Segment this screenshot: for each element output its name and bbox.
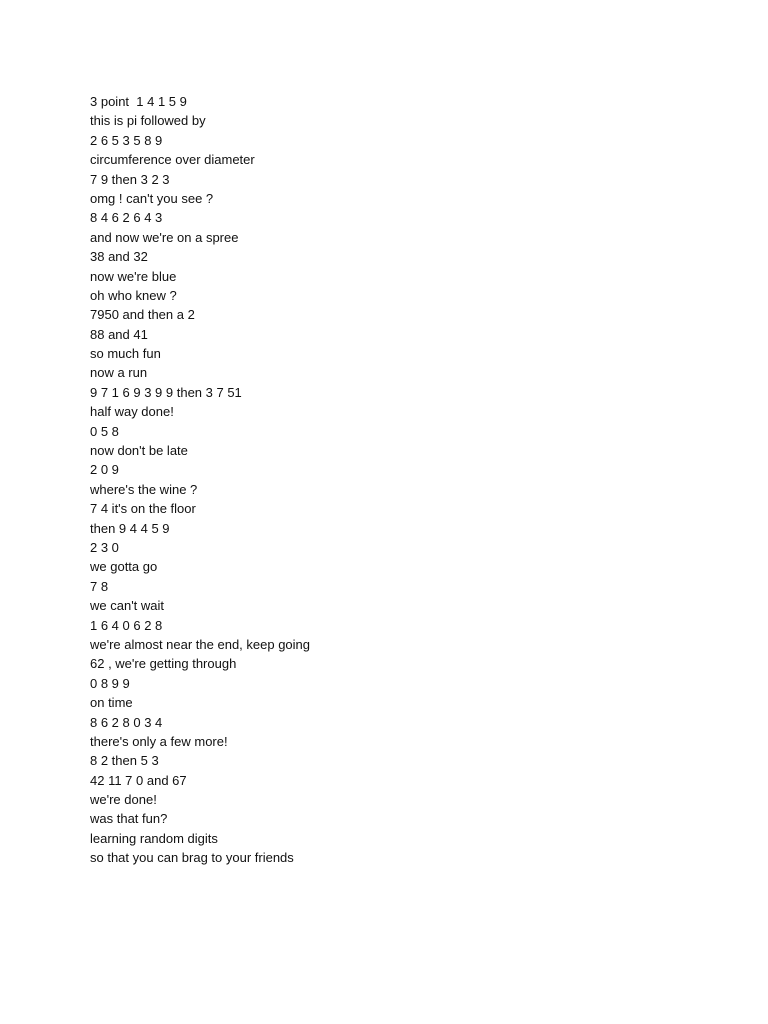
- text-line: 2 6 5 3 5 8 9: [90, 132, 163, 148]
- text-line: now a run: [90, 365, 148, 381]
- text-line: we gotta go: [90, 559, 158, 575]
- text-line: 7 9 then 3 2 3: [90, 171, 170, 187]
- text-line: 0 8 9 9: [90, 675, 130, 691]
- text-line: half way done!: [90, 404, 174, 420]
- text-line: we're almost near the end, keep going: [90, 636, 311, 652]
- text-line: 8 6 2 8 0 3 4: [90, 714, 163, 730]
- text-line: circumference over diameter: [90, 152, 255, 168]
- lyrics-text-block: [90, 92, 310, 868]
- text-line: so that you can brag to your friends: [90, 850, 294, 866]
- text-line: omg ! can't you see ?: [90, 190, 214, 206]
- text-line: and now we're on a spree: [90, 229, 239, 245]
- text-line: there's only a few more!: [90, 733, 228, 749]
- text-line: oh who knew ?: [90, 287, 177, 303]
- text-line: this is pi followed by: [90, 113, 206, 129]
- text-line: 9 7 1 6 9 3 9 9 then 3 7 51: [90, 384, 242, 400]
- text-line: 7950 and then a 2: [90, 307, 195, 323]
- text-line: so much fun: [90, 346, 161, 362]
- text-line: on time: [90, 695, 133, 711]
- text-line: 38 and 32: [90, 249, 148, 265]
- text-line: 42 11 7 0 and 67: [90, 772, 187, 788]
- text-line: 3 point 1 4 1 5 9: [90, 94, 187, 109]
- text-line: 2 3 0: [90, 539, 119, 555]
- text-line: then 9 4 4 5 9: [90, 520, 170, 536]
- text-line: 8 4 6 2 6 4 3: [90, 210, 163, 226]
- text-line: 62 , we're getting through: [90, 656, 237, 672]
- text-line: we can't wait: [90, 598, 165, 614]
- text-line: 2 0 9: [90, 462, 119, 478]
- text-line: now we're blue: [90, 268, 177, 284]
- text-line: 0 5 8: [90, 423, 119, 439]
- text-line: was that fun?: [90, 811, 168, 827]
- text-line: we're done!: [90, 792, 157, 808]
- text-line: where's the wine ?: [90, 481, 198, 497]
- text-line: 88 and 41: [90, 326, 148, 342]
- text-line: now don't be late: [90, 443, 188, 459]
- text-line: 7 4 it's on the floor: [90, 501, 196, 517]
- text-line: 8 2 then 5 3: [90, 753, 159, 769]
- text-line: 1 6 4 0 6 2 8: [90, 617, 163, 633]
- text-line: 7 8: [90, 578, 109, 594]
- text-line: learning random digits: [90, 830, 218, 846]
